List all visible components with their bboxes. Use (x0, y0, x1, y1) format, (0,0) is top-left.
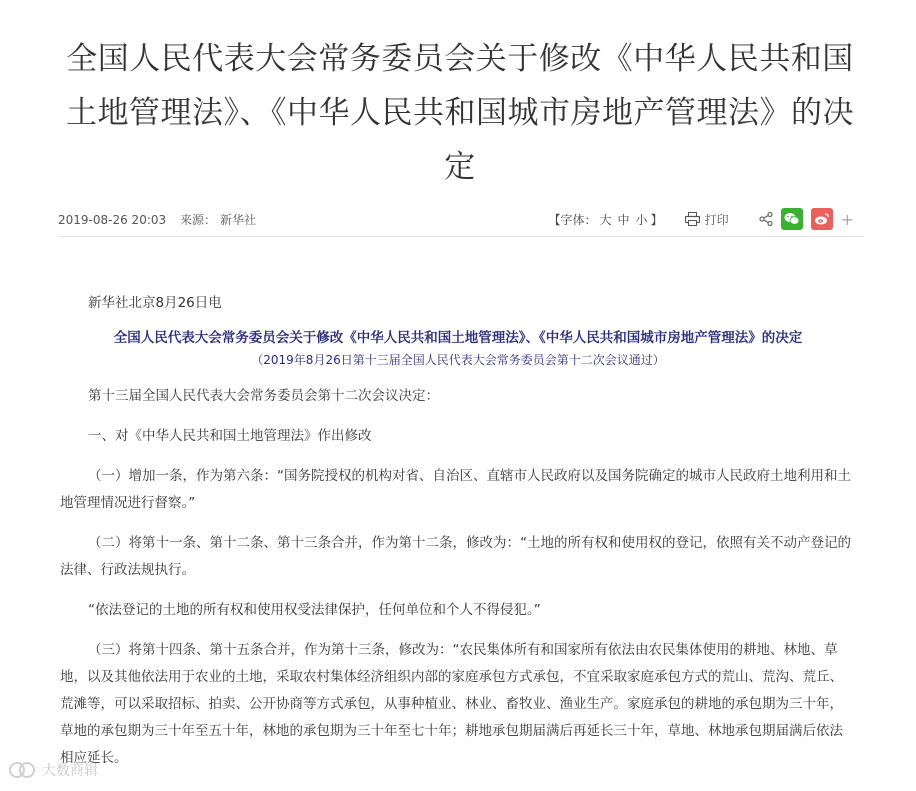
font-size-close: 】 (650, 212, 663, 227)
weibo-share-icon[interactable] (811, 208, 833, 230)
printer-icon (685, 212, 700, 226)
source-label: 来源： (179, 213, 216, 227)
watermark-text: 大数商辑 (42, 763, 98, 779)
decision-title: 全国人民代表大会常务委员会关于修改《中华人民共和国土地管理法》、《中华人民共和国城市房地产管理法》的决定 (113, 330, 803, 346)
body-paragraph: “依法登记的土地的所有权和使用权受法律保护，任何单位和个人不得侵犯。” (88, 602, 541, 618)
dateline: 新华社北京8月26日电 (88, 295, 222, 311)
article-body (60, 290, 856, 772)
wechat-share-icon[interactable] (781, 208, 803, 230)
font-size-medium-button[interactable]: 中 (617, 212, 630, 227)
article-meta-bar (58, 204, 864, 237)
decision-subtitle: （2019年8月26日第十三届全国人民代表大会常务委员会第十二次会议通过） (251, 353, 665, 367)
body-paragraph: （三）将第十四条、第十五条合并，作为第十三条，修改为：“农民集体所有和国家所有依法由农民集体使用的耕地、林地、草地，以及其他依法用于农业的土地，采取农村集体经济组织内部的家庭承包方式承包，不宜采取家庭承包方式的荒山、荒沟、荒丘、荒滩等，可以采取招标、拍卖、公开协商等方式承包，从事种植业、林业、畜牧业、渔业生产。家庭承包的耕地的承包期为三十年，草地的承包期为三十年至五十年，林地的承包期为三十年至七十年；耕地承包期届满后再延长三十年，草地、林地承包期届满后依法相应延长。 (60, 642, 843, 766)
share-icon[interactable] (759, 212, 773, 226)
body-paragraph: （一）增加一条，作为第六条：“国务院授权的机构对省、自治区、直辖市人民政府以及国务院确定的城市人民政府土地利用和土地管理情况进行督察。” (60, 468, 851, 511)
meta-info (58, 211, 266, 228)
article-title: 全国人民代表大会常务委员会关于修改《中华人民共和国土地管理法》、《中华人民共和国城市房地产管理法》的决定 (66, 41, 854, 185)
body-paragraph: 一、对《中华人民共和国土地管理法》作出修改 (88, 428, 372, 444)
font-size-label: 【字体： (548, 212, 597, 227)
watermark-logo-icon (8, 760, 38, 780)
body-paragraph: 第十三届全国人民代表大会常务委员会第十二次会议决定： (88, 388, 439, 404)
font-size-small-button[interactable]: 小 (635, 212, 648, 227)
more-share-icon[interactable]: + (840, 209, 854, 229)
publish-datetime: 2019-08-26 20:03 (58, 213, 167, 227)
watermark (8, 760, 98, 780)
print-button[interactable] (685, 211, 729, 228)
source-name: 新华社 (219, 213, 256, 227)
font-size-control (549, 211, 663, 228)
font-size-large-button[interactable]: 大 (599, 212, 612, 227)
body-paragraph: （二）将第十一条、第十二条、第十三条合并，作为第十二条，修改为：“土地的所有权和使用权的登记，依照有关不动产登记的法律、行政法规执行。 (60, 535, 851, 578)
meta-tools (549, 206, 855, 232)
print-label: 打印 (704, 212, 729, 227)
